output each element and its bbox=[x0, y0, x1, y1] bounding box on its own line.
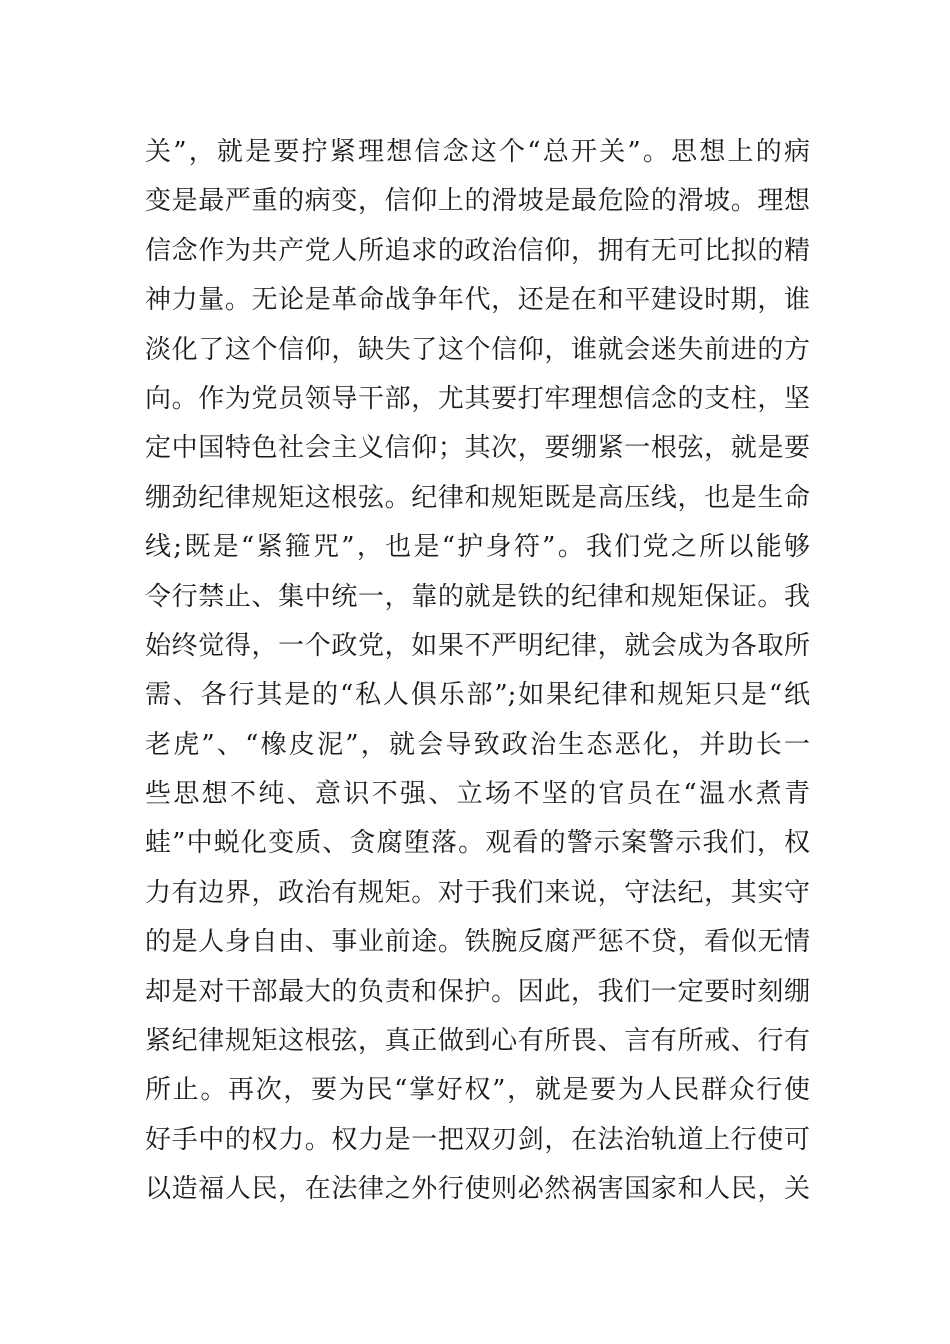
text-line: 的是人身自由、事业前途。铁腕反腐严惩不贷，看似无情 bbox=[145, 927, 810, 958]
text-line: 信念作为共产党人所追求的政治信仰，拥有无可比拟的精 bbox=[145, 235, 810, 266]
text-line: 向。作为党员领导干部，尤其要打牢理想信念的支柱，坚 bbox=[145, 383, 810, 414]
text-line: 紧纪律规矩这根弦，真正做到心有所畏、言有所戒、行有 bbox=[145, 1026, 810, 1057]
text-line: 变是最严重的病变，信仰上的滑坡是最危险的滑坡。理想 bbox=[145, 186, 810, 217]
body-paragraph bbox=[145, 128, 810, 1215]
text-line: 好手中的权力。权力是一把双刃剑，在法治轨道上行使可 bbox=[145, 1124, 810, 1155]
text-line: 蛙”中蜕化变质、贪腐堕落。观看的警示案警示我们，权 bbox=[145, 828, 810, 859]
text-line: 令行禁止、集中统一，靠的就是铁的纪律和规矩保证。我 bbox=[145, 581, 810, 612]
text-line: 定中国特色社会主义信仰；其次，要绷紧一根弦，就是要 bbox=[145, 433, 810, 464]
text-line: 需、各行其是的“私人俱乐部”;如果纪律和规矩只是“纸 bbox=[145, 680, 810, 711]
text-line: 却是对干部最大的负责和保护。因此，我们一定要时刻绷 bbox=[145, 976, 810, 1007]
text-line: 些思想不纯、意识不强、立场不坚的官员在“温水煮青 bbox=[145, 779, 810, 810]
text-line: 淡化了这个信仰，缺失了这个信仰，谁就会迷失前进的方 bbox=[145, 334, 810, 365]
text-line: 以造福人民，在法律之外行使则必然祸害国家和人民，关 bbox=[145, 1174, 810, 1205]
text-line: 老虎”、“橡皮泥”，就会导致政治生态恶化，并助长一 bbox=[145, 729, 810, 760]
text-line: 绷劲纪律规矩这根弦。纪律和规矩既是高压线，也是生命 bbox=[145, 482, 810, 513]
text-line: 线;既是“紧箍咒”，也是“护身符”。我们党之所以能够 bbox=[145, 532, 810, 563]
text-line: 神力量。无论是革命战争年代，还是在和平建设时期，谁 bbox=[145, 285, 810, 316]
text-line: 关”，就是要拧紧理想信念这个“总开关”。思想上的病 bbox=[145, 137, 810, 167]
text-line: 始终觉得，一个政党，如果不严明纪律，就会成为各取所 bbox=[145, 630, 810, 661]
text-line: 所止。再次，要为民“掌好权”，就是要为人民群众行使 bbox=[145, 1075, 810, 1106]
text-line: 力有边界，政治有规矩。对于我们来说，守法纪，其实守 bbox=[145, 877, 810, 908]
